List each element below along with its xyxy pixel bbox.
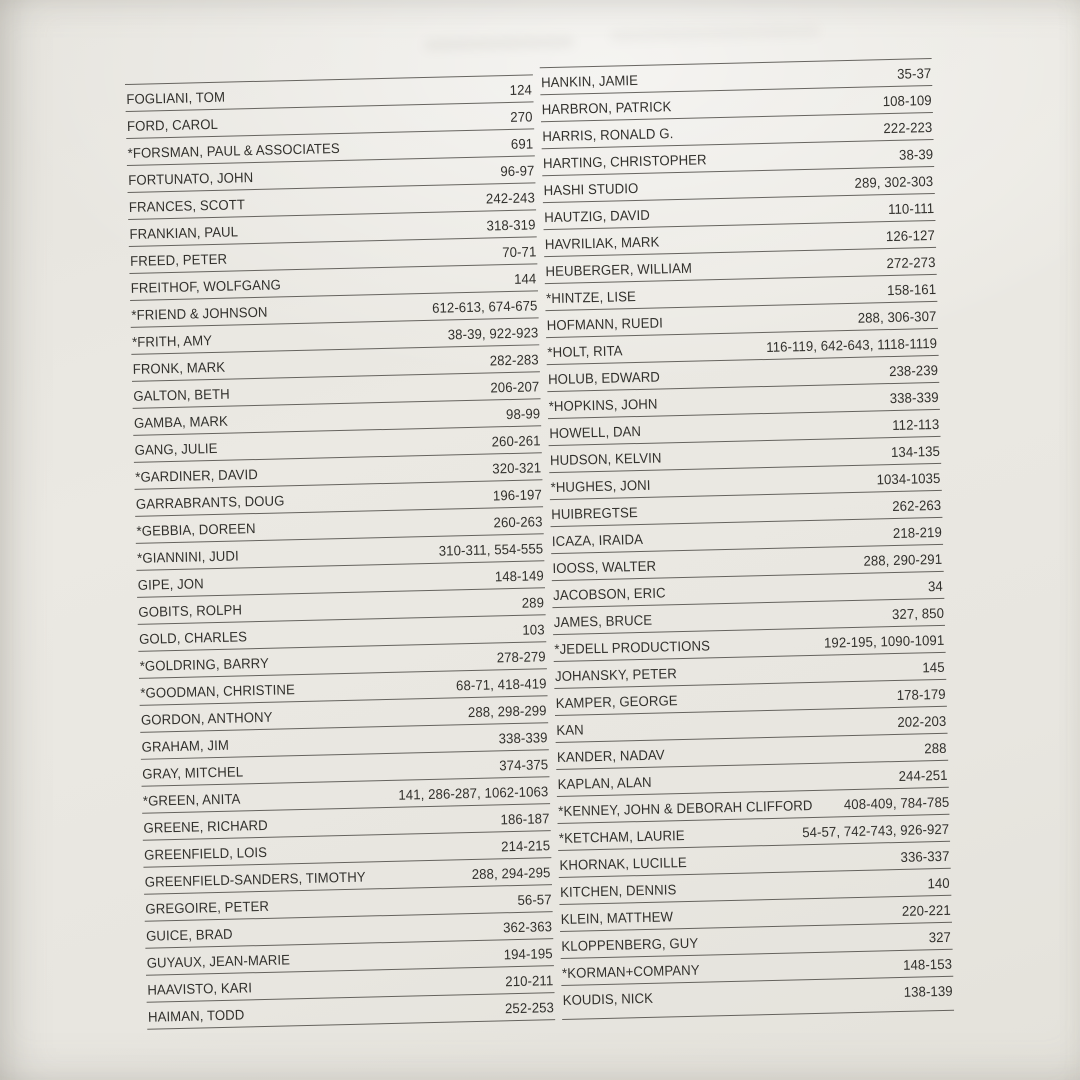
entry-name: HAIMAN, TODD: [147, 1006, 245, 1025]
entry-name: GRAHAM, JIM: [141, 736, 230, 755]
entry-name: HOFMANN, RUEDI: [546, 314, 664, 334]
index-column-left: [125, 74, 555, 1029]
entry-name: GREGOIRE, PETER: [145, 897, 270, 917]
entry-page-numbers: 288, 298-299: [468, 702, 548, 721]
entry-name: JAMES, BRUCE: [553, 611, 653, 631]
entry-page-numbers: 288, 306-307: [857, 307, 937, 326]
entry-name: HAVRILIAK, MARK: [544, 233, 660, 253]
entry-name: KLOPPENBERG, GUY: [561, 934, 699, 954]
entry-name: *HOLT, RITA: [547, 342, 623, 361]
entry-name: HEUBERGER, WILLIAM: [545, 259, 693, 280]
entry-page-numbers: 262-263: [891, 496, 942, 515]
entry-name: HOWELL, DAN: [549, 422, 642, 442]
entry-page-numbers: 54-57, 742-743, 926-927: [801, 820, 949, 841]
entry-name: FREITHOF, WOLFGANG: [130, 276, 282, 296]
entry-name: FORTUNATO, JOHN: [128, 169, 254, 188]
entry-page-numbers: 244-251: [898, 766, 948, 784]
entry-name: *HUGHES, JONI: [550, 476, 651, 496]
entry-page-numbers: 362-363: [502, 918, 553, 936]
entry-page-numbers: 210-211: [505, 972, 554, 990]
entry-page-numbers: 408-409, 784-785: [843, 793, 950, 813]
entry-page-numbers: 112-113: [892, 415, 940, 434]
entry-page-numbers: 192-195, 1090-1091: [823, 631, 945, 651]
entry-name: HARRIS, RONALD G.: [542, 125, 674, 145]
entry-page-numbers: 141, 286-287, 1062-1063: [398, 783, 549, 803]
entry-name: HANKIN, JAMIE: [540, 71, 639, 91]
entry-name: KAN: [556, 721, 584, 739]
entry-page-numbers: 260-263: [493, 513, 543, 531]
entry-page-numbers: 214-215: [500, 837, 551, 855]
entry-page-numbers: 148-149: [494, 567, 544, 585]
entry-page-numbers: 194-195: [503, 945, 553, 963]
entry-page-numbers: 288: [924, 739, 948, 757]
entry-name: GREENFIELD-SANDERS, TIMOTHY: [144, 868, 366, 890]
index-page: [125, 65, 954, 1030]
entry-page-numbers: 220-221: [901, 901, 951, 919]
entry-page-numbers: 126-127: [885, 226, 935, 245]
entry-page-numbers: 288, 290-291: [863, 550, 943, 569]
entry-name: *GOLDRING, BARRY: [139, 654, 270, 674]
entry-page-numbers: 691: [511, 135, 534, 152]
entry-name: FRANKIAN, PAUL: [129, 223, 239, 242]
entry-name: GOBITS, ROLPH: [138, 601, 243, 620]
entry-name: KLEIN, MATTHEW: [560, 908, 674, 927]
entry-name: ICAZA, IRAIDA: [551, 530, 644, 550]
entry-name: IOOSS, WALTER: [552, 557, 657, 577]
entry-page-numbers: 158-161: [886, 280, 937, 299]
entry-name: *FRITH, AMY: [131, 332, 213, 350]
entry-page-numbers: 218-219: [892, 523, 942, 542]
entry-name: FRONK, MARK: [132, 358, 226, 377]
entry-page-numbers: 103: [522, 621, 546, 638]
entry-name: *HOPKINS, JOHN: [548, 395, 658, 415]
entry-page-numbers: 186-187: [500, 810, 550, 828]
entry-name: JOHANSKY, PETER: [554, 665, 678, 685]
entry-page-numbers: 336-337: [900, 847, 950, 865]
entry-name: GREENE, RICHARD: [143, 816, 268, 836]
entry-name: FRANCES, SCOTT: [128, 196, 246, 215]
entry-name: *KETCHAM, LAURIE: [558, 827, 685, 846]
entry-name: *KORMAN+COMPANY: [561, 961, 700, 981]
entry-page-numbers: 338-339: [889, 388, 939, 407]
entry-name: GREENFIELD, LOIS: [143, 843, 268, 863]
entry-name: *KENNEY, JOHN & DEBORAH CLIFFORD: [558, 797, 813, 819]
entry-name: KOUDIS, NICK: [562, 989, 654, 1008]
entry-name: HASHI STUDIO: [543, 179, 639, 199]
entry-page-numbers: 612-613, 674-675: [431, 297, 538, 316]
entry-name: GUICE, BRAD: [145, 925, 233, 944]
entry-name: *FRIEND & JOHNSON: [131, 303, 268, 323]
entry-name: KAPLAN, ALAN: [557, 773, 652, 792]
entry-page-numbers: 252-253: [504, 999, 555, 1017]
entry-name: GORDON, ANTHONY: [140, 708, 273, 728]
entry-name: GAMBA, MARK: [133, 412, 229, 431]
entry-name: GARRABRANTS, DOUG: [135, 492, 285, 512]
entry-page-numbers: 56-57: [517, 891, 552, 908]
entry-page-numbers: 34: [928, 577, 944, 595]
entry-page-numbers: 260-261: [491, 432, 541, 450]
entry-name: HUIBREGTSE: [551, 504, 638, 523]
entry-page-numbers: 38-39: [898, 145, 934, 163]
entry-page-numbers: 96-97: [499, 162, 535, 180]
entry-name: KAMPER, GEORGE: [555, 692, 678, 712]
show-through-artifact: [424, 36, 574, 50]
show-through-artifact: [610, 26, 820, 42]
entry-name: HARBRON, PATRICK: [541, 98, 672, 118]
entry-name: GIPE, JON: [137, 575, 204, 593]
entry-page-numbers: 320-321: [492, 459, 542, 477]
entry-page-numbers: 222-223: [883, 118, 933, 137]
entry-page-numbers: 289, 302-303: [854, 172, 934, 191]
entry-page-numbers: 98-99: [505, 405, 541, 423]
entry-page-numbers: 110-111: [887, 199, 935, 218]
entry-page-numbers: 68-71, 418-419: [455, 675, 547, 694]
entry-name: HAUTZIG, DAVID: [544, 206, 651, 226]
entry-page-numbers: 327: [928, 928, 952, 946]
entry-name: KITCHEN, DENNIS: [559, 881, 677, 900]
entry-page-numbers: 35-37: [896, 65, 932, 82]
entry-name: *GEBBIA, DOREEN: [136, 520, 256, 539]
entry-page-numbers: 38-39, 922-923: [447, 324, 539, 343]
entry-name: HAAVISTO, KARI: [147, 979, 253, 998]
entry-page-numbers: 374-375: [499, 756, 549, 774]
entry-page-numbers: 288, 294-295: [471, 864, 551, 883]
entry-name: *HINTZE, LISE: [545, 288, 637, 307]
entry-name: JACOBSON, ERIC: [552, 584, 666, 604]
entry-name: *JEDELL PRODUCTIONS: [554, 637, 711, 658]
entry-page-numbers: 108-109: [882, 92, 932, 110]
entry-name: HOLUB, EDWARD: [547, 368, 661, 388]
entry-name: GRAY, MITCHEL: [142, 763, 244, 782]
entry-name: *GOODMAN, CHRISTINE: [140, 681, 296, 701]
entry-page-numbers: 282-283: [489, 351, 539, 369]
entry-page-numbers: 196-197: [492, 486, 542, 504]
entry-page-numbers: 318-319: [486, 216, 536, 234]
index-column-right: [540, 58, 954, 1020]
entry-page-numbers: 144: [514, 270, 537, 287]
entry-page-numbers: 140: [927, 874, 951, 892]
entry-page-numbers: 70-71: [501, 243, 537, 261]
entry-page-numbers: 238-239: [888, 361, 939, 380]
entry-name: HUDSON, KELVIN: [549, 449, 662, 469]
entry-name: *GREEN, ANITA: [142, 790, 241, 809]
entry-page-numbers: 1034-1035: [876, 469, 941, 488]
entry-name: GANG, JULIE: [134, 439, 218, 458]
entry-page-numbers: 242-243: [485, 189, 535, 207]
entry-page-numbers: 145: [922, 658, 946, 676]
entry-name: GOLD, CHARLES: [138, 628, 248, 647]
entry-page-numbers: 289: [521, 594, 545, 611]
entry-page-numbers: 338-339: [498, 729, 548, 747]
entry-page-numbers: 148-153: [902, 955, 953, 973]
entry-name: *GIANNINI, JUDI: [136, 547, 239, 566]
entry-name: GUYAUX, JEAN-MARIE: [146, 951, 291, 971]
entry-page-numbers: 202-203: [897, 712, 947, 730]
entry-page-numbers: 178-179: [896, 685, 946, 703]
entry-page-numbers: 116-119, 642-643, 1118-1119: [766, 334, 938, 355]
entry-name: FORD, CAROL: [126, 115, 219, 134]
entry-page-numbers: 327, 850: [891, 604, 944, 623]
entry-name: FREED, PETER: [129, 250, 228, 269]
entry-name: HARTING, CHRISTOPHER: [542, 151, 707, 172]
entry-page-numbers: 272-273: [886, 253, 936, 272]
entry-name: *GARDINER, DAVID: [135, 465, 259, 485]
entry-page-numbers: 124: [509, 81, 533, 98]
entry-name: *FORSMAN, PAUL & ASSOCIATES: [127, 139, 340, 161]
entry-page-numbers: 270: [510, 108, 534, 125]
entry-name: KANDER, NADAV: [556, 746, 665, 766]
entry-name: KHORNAK, LUCILLE: [559, 853, 687, 873]
entry-page-numbers: 278-279: [496, 648, 546, 666]
entry-page-numbers: 206-207: [490, 378, 540, 396]
entry-page-numbers: 134-135: [890, 442, 941, 461]
entry-name: FOGLIANI, TOM: [126, 88, 226, 107]
entry-page-numbers: 310-311, 554-555: [438, 540, 544, 559]
entry-name: GALTON, BETH: [133, 385, 230, 404]
entry-page-numbers: 138-139: [903, 982, 953, 1000]
